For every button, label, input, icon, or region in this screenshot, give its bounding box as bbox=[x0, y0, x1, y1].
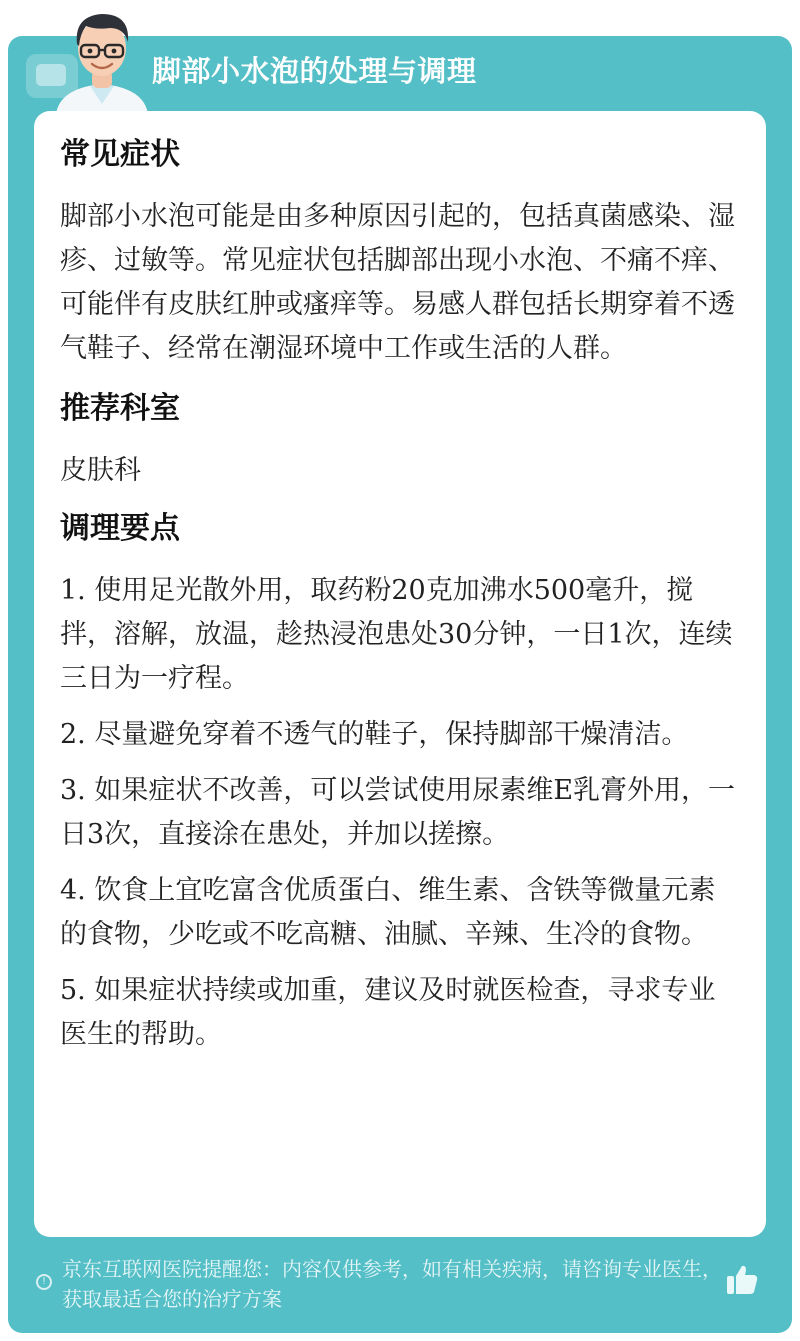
list-item: 1. 使用足光散外用，取药粉20克加沸水500毫升，搅拌，溶解，放温，趁热浸泡患处30分钟，一日1次，连续三日为一疗程。 bbox=[60, 575, 733, 694]
list-item: 4. 饮食上宜吃富含优质蛋白、维生素、含铁等微量元素的食物，少吃或不吃高糖、油腻、辛辣、生冷的食物。 bbox=[60, 875, 716, 950]
content-card bbox=[34, 111, 766, 1237]
list-item: 2. 尽量避免穿着不透气的鞋子，保持脚部干燥清洁。 bbox=[60, 719, 689, 750]
section-title-symptoms: 常见症状 bbox=[60, 137, 180, 172]
section-title-care-points: 调理要点 bbox=[60, 511, 180, 546]
list-item: 3. 如果症状不改善，可以尝试使用尿素维E乳膏外用，一日3次，直接涂在患处，并加以搓擦。 bbox=[60, 775, 736, 850]
doctor-avatar-icon bbox=[46, 6, 158, 114]
department-text: 皮肤科 bbox=[60, 455, 141, 486]
disclaimer-text: 京东互联网医院提醒您：内容仅供参考，如有相关疾病，请咨询专业医生，获取最适合您的治疗方案 bbox=[62, 1257, 722, 1311]
page-title: 脚部小水泡的处理与调理 bbox=[152, 54, 477, 88]
list-item: 5. 如果症状持续或加重，建议及时就医检查，寻求专业医生的帮助。 bbox=[60, 975, 716, 1050]
section-title-department: 推荐科室 bbox=[60, 391, 180, 426]
symptoms-text: 脚部小水泡可能是由多种原因引起的，包括真菌感染、湿疹、过敏等。常见症状包括脚部出现小水泡、不痛不痒、可能伴有皮肤红肿或瘙痒等。易感人群包括长期穿着不透气鞋子、经常在潮湿环境中工作或生活的人群。 bbox=[60, 201, 735, 364]
thumbs-up-icon[interactable] bbox=[724, 1262, 760, 1298]
info-icon: ! bbox=[36, 1274, 52, 1290]
